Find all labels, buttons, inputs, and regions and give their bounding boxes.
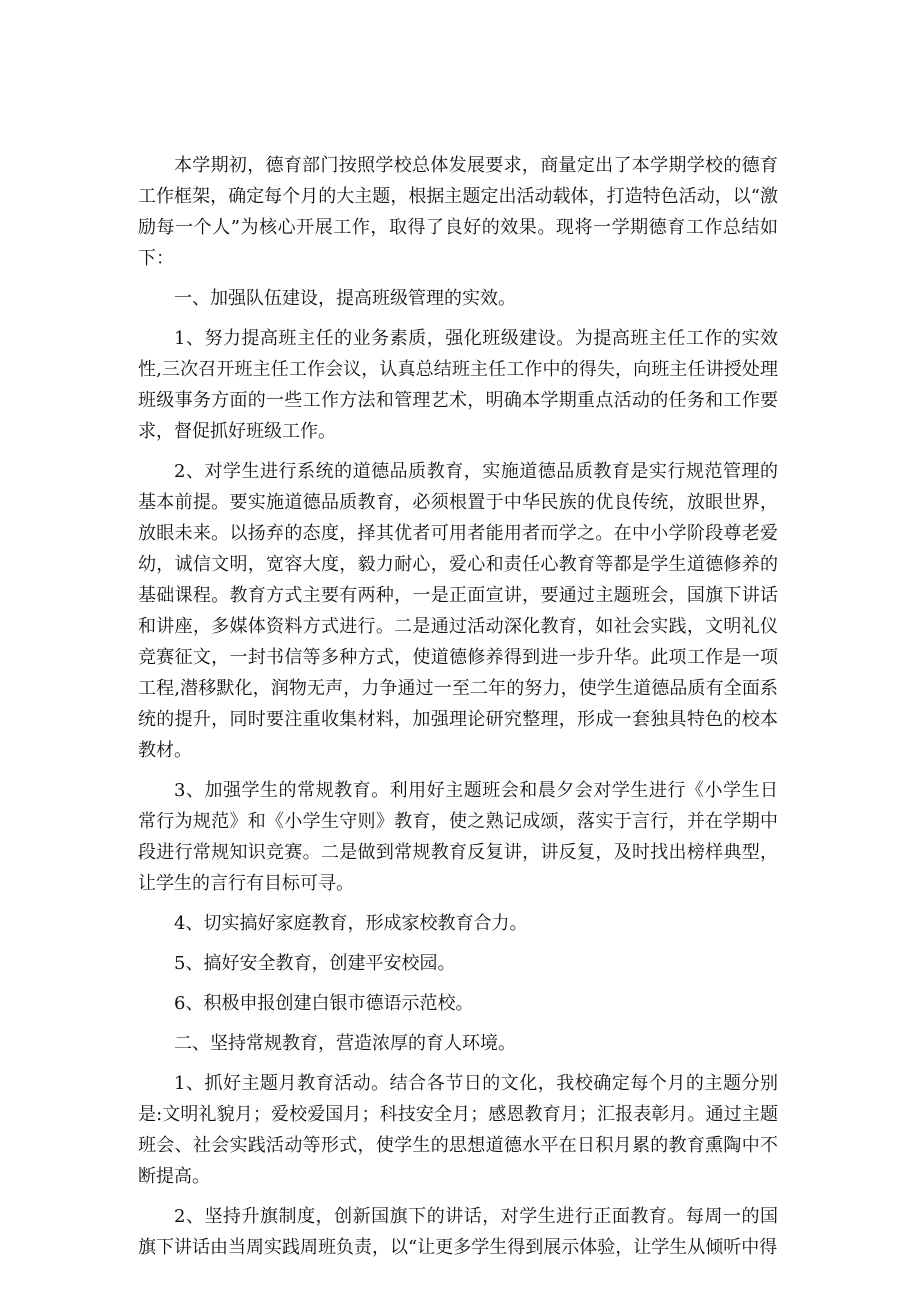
- paragraph-1-6: 6、积极申报创建白银市德语示范校。: [174, 993, 474, 1014]
- paragraph-intro: 本学期初，德育部门按照学校总体发展要求，商量定出了本学期学校的德育工作框架，确定每个月的大主题，根据主题定出活动载体，打造特色活动，以“激励每一个人”为核心开展工作，取得了良好的效果。现将一学期德育工作总结如下：: [138, 155, 778, 269]
- paragraph-1-3: 3、加强学生的常规教育。利用好主题班会和晨夕会对学生进行《小学生日常行为规范》和《小学生守则》教育，使之熟记成颂，落实于言行，并在学期中段进行常规知识竞赛。二是做到常规教育反复讲，讲反复，及时找出榜样典型，让学生的言行有目标可寻。: [138, 780, 778, 894]
- paragraph-2-1: 1、抓好主题月教育活动。结合各节日的文化，我校确定每个月的主题分别是:文明礼貌月；爱校爱国月；科技安全月；感恩教育月；汇报表彰月。通过主题班会、社会实践活动等形式，使学生的思想道德水平在日积月累的教育熏陶中不断提高。: [138, 1073, 778, 1187]
- paragraph-1-4: 4、切实搞好家庭教育，形成家校教育合力。: [174, 913, 528, 934]
- paragraph-1-1: 1、努力提高班主任的业务素质，强化班级建设。为提高班主任工作的实效性,三次召开班主任工作会议，认真总结班主任工作中的得失，向班主任讲授处理班级事务方面的一些工作方法和管理艺术，明确本学期重点活动的任务和工作要求，督促抓好班级工作。: [138, 328, 778, 442]
- section-heading-2: 二、坚持常规教育，营造浓厚的育人环境。: [174, 1033, 516, 1054]
- paragraph-1-5: 5、搞好安全教育，创建平安校园。: [174, 953, 456, 974]
- section-heading-1: 一、加强队伍建设，提高班级管理的实效。: [174, 288, 516, 309]
- document-body: [138, 150, 778, 1272]
- paragraph-2-2: 2、坚持升旗制度，创新国旗下的讲话，对学生进行正面教育。每周一的国旗下讲话由当周实践周班负责，以“让更多学生得到展示体验，让学生从倾听中得: [138, 1206, 778, 1258]
- paragraph-1-2: 2、对学生进行系统的道德品质教育，实施道德品质教育是实行规范管理的基本前提。要实施道德品质教育，必须根置于中华民族的优良传统，放眼世界，放眼未来。以扬弃的态度，择其优者可用者能用者而学之。在中小学阶段尊老爱幼，诚信文明，宽容大度，毅力耐心，爱心和责任心教育等都是学生道德修养的基础课程。教育方式主要有两种，一是正面宣讲，要通过主题班会，国旗下讲话和讲座，多媒体资料方式进行。二是通过活动深化教育，如社会实践，文明礼仪竞赛征文，一封书信等多种方式，使道德修养得到进一步升华。此项工作是一项工程,潜移默化，润物无声，力争通过一至二年的努力，使学生道德品质有全面系统的提升，同时要注重收集材料，加强理论研究整理，形成一套独具特色的校本教材。: [138, 461, 778, 761]
